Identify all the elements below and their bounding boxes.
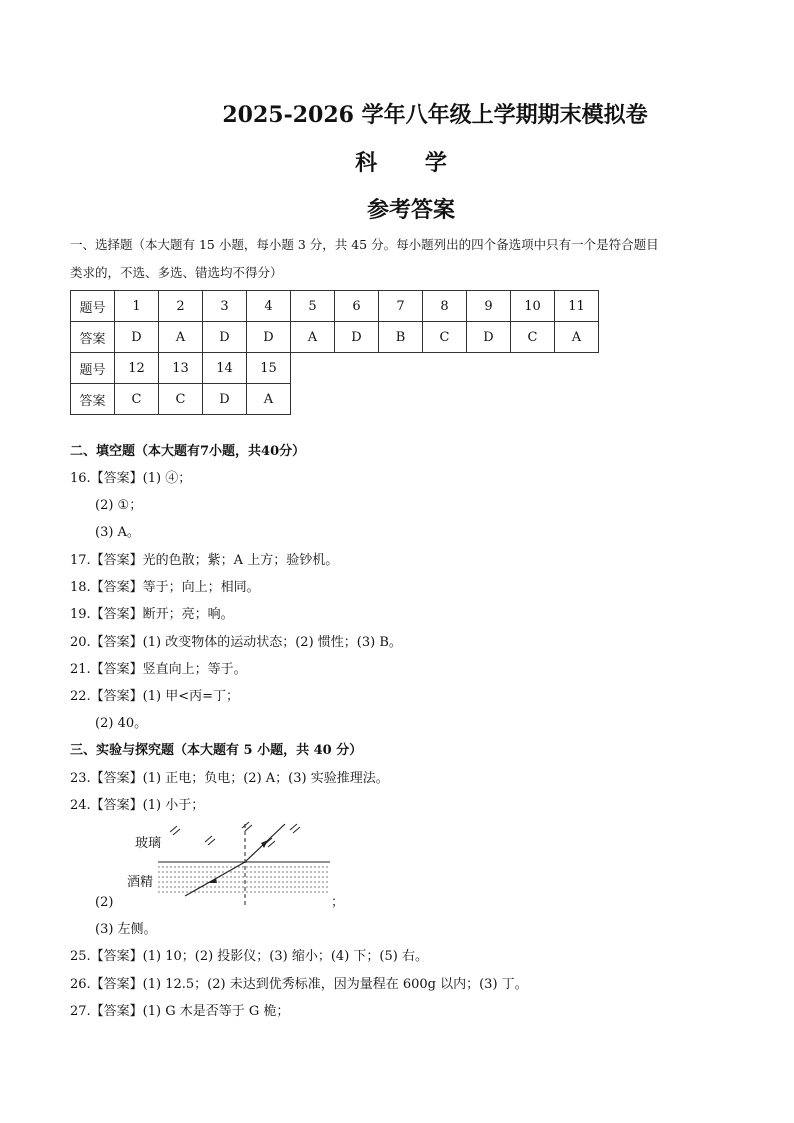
table-cell: 15 [247, 353, 291, 384]
table-cell: 8 [423, 291, 467, 322]
table-cell: D [203, 322, 247, 353]
answer-24-part2: (2) [95, 895, 114, 910]
subject-title: 科 学 [355, 150, 467, 176]
answer-26: 26.【答案】(1) 12.5；(2) 未达到优秀标准，因为量程在 600g 以内；(3) 丁。 [70, 977, 528, 992]
table-row [71, 353, 599, 384]
glass-label: 玻璃 [135, 836, 162, 851]
page-title: 2025-2026 学年八年级上学期期末模拟卷 [222, 102, 648, 128]
table-cell: 1 [115, 291, 159, 322]
answer-16-part2: (2) ①； [95, 498, 143, 513]
table-cell: 14 [203, 353, 247, 384]
table-cell: A [555, 322, 599, 353]
answer-16-part3: (3) A。 [95, 525, 140, 540]
answer-25: 25.【答案】(1) 10；(2) 投影仪；(3) 缩小；(4) 下；(5) 右。 [70, 949, 428, 964]
row-label: 题号 [71, 291, 115, 322]
table-cell: D [115, 322, 159, 353]
answer-20: 20.【答案】(1) 改变物体的运动状态；(2) 惯性；(3) B。 [70, 635, 402, 650]
table-cell: 6 [335, 291, 379, 322]
table-cell: A [291, 322, 335, 353]
table-cell: A [159, 322, 203, 353]
answer-19: 19.【答案】断开；亮；响。 [70, 607, 234, 622]
table-cell: 13 [159, 353, 203, 384]
table-cell: C [159, 384, 203, 415]
table-cell: D [247, 322, 291, 353]
section2-heading: 二、填空题（本大题有7小题，共40分） [70, 444, 306, 459]
answer-27: 27.【答案】(1) G 木是否等于 G 桅； [70, 1004, 290, 1019]
table-cell: 9 [467, 291, 511, 322]
table-cell: D [335, 322, 379, 353]
answer-table [70, 290, 599, 415]
table-cell: 5 [291, 291, 335, 322]
table-cell: B [379, 322, 423, 353]
answer-22-part1: 22.【答案】(1) 甲<丙=丁； [70, 689, 240, 704]
table-cell: C [511, 322, 555, 353]
table-cell: C [423, 322, 467, 353]
answer-22-part2: (2) 40。 [95, 716, 148, 731]
answer-24-part1: 24.【答案】(1) 小于； [70, 798, 205, 813]
table-cell: 2 [159, 291, 203, 322]
row-label: 答案 [71, 322, 115, 353]
answer-24-part2-end: ； [331, 895, 345, 910]
row-label: 答案 [71, 384, 115, 415]
answer-21: 21.【答案】竖直向上；等于。 [70, 662, 247, 677]
table-cell: 12 [115, 353, 159, 384]
section3-heading: 三、实验与探究题（本大题有 5 小题，共 40 分） [70, 743, 363, 758]
refraction-diagram-svg [125, 820, 345, 910]
empty-cell [291, 384, 599, 415]
alcohol-label: 酒精 [127, 875, 154, 890]
empty-cell [291, 353, 599, 384]
table-cell: D [467, 322, 511, 353]
section1-heading-cont: 类求的，不选、多选、错选均不得分） [70, 265, 283, 280]
table-cell: 7 [379, 291, 423, 322]
table-cell: 11 [555, 291, 599, 322]
table-cell: A [247, 384, 291, 415]
table-row [71, 291, 599, 322]
answer-23: 23.【答案】(1) 正电；负电；(2) A；(3) 实验推理法。 [70, 771, 389, 786]
table-row [71, 322, 599, 353]
section1-heading: 一、选择题（本大题有 15 小题，每小题 3 分，共 45 分。每小题列出的四个备选项中只有一个是符合题目 [70, 237, 659, 252]
answer-18: 18.【答案】等于；向上；相同。 [70, 580, 260, 595]
answer-17: 17.【答案】光的色散；紫；A 上方；验钞机。 [70, 553, 339, 568]
answer-key-title: 参考答案 [366, 197, 455, 223]
table-cell: 3 [203, 291, 247, 322]
table-cell: D [203, 384, 247, 415]
answer-24-part3: (3) 左侧。 [95, 922, 157, 937]
table-cell: C [115, 384, 159, 415]
table-cell: 10 [511, 291, 555, 322]
answer-16-part1: 16.【答案】(1) ④； [70, 471, 192, 486]
table-cell: 4 [247, 291, 291, 322]
table-row [71, 384, 599, 415]
row-label: 题号 [71, 353, 115, 384]
